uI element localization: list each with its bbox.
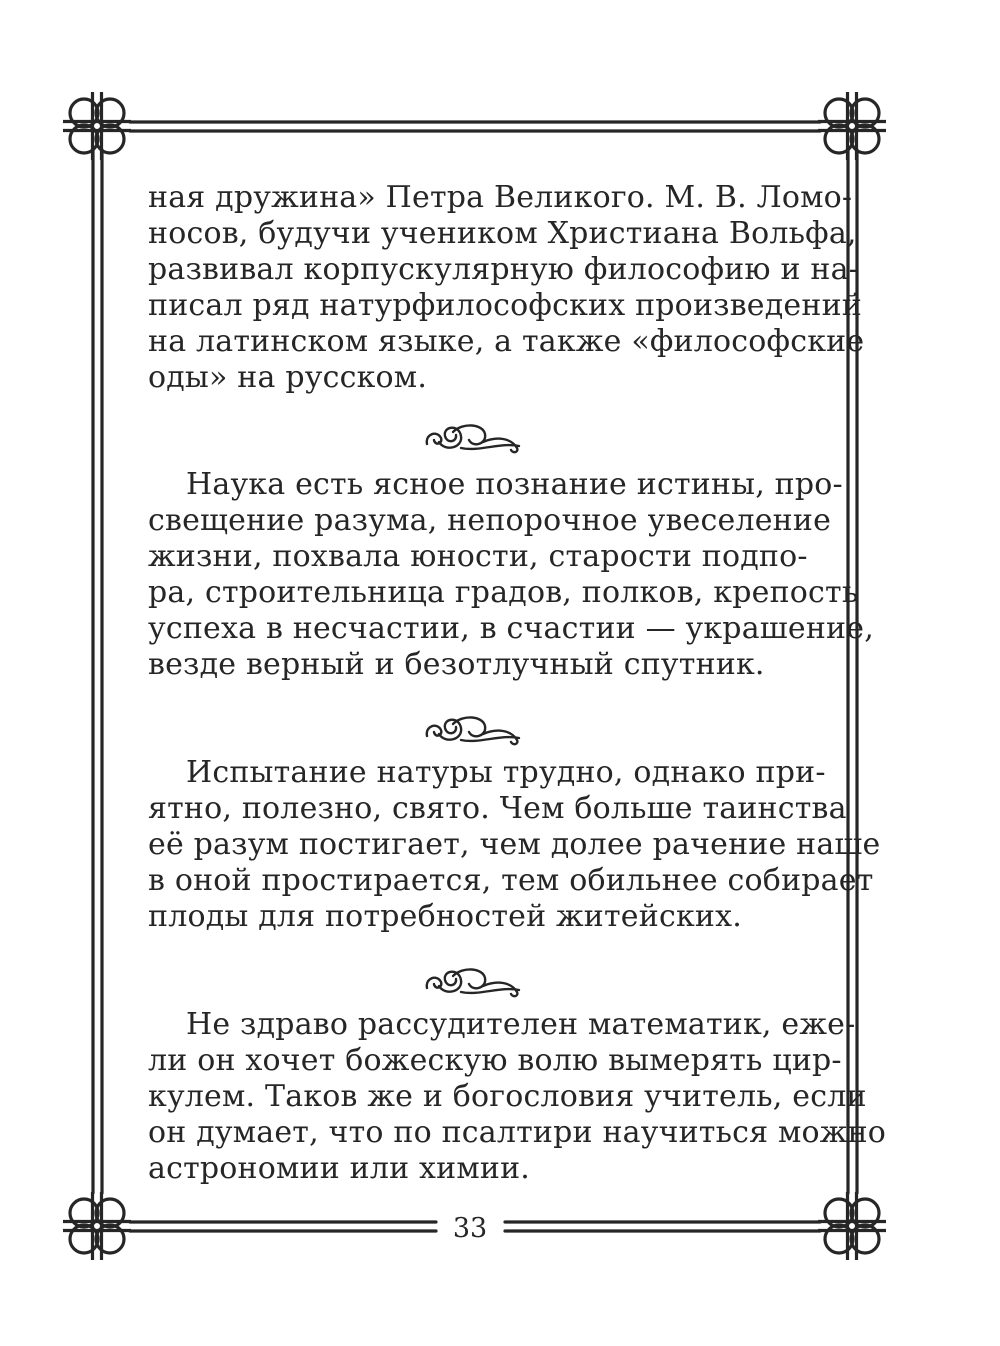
text-line: Испытание натуры трудно, однако при- bbox=[186, 755, 826, 790]
text-line: развивал корпускулярную философию и на- bbox=[148, 252, 859, 287]
text-line: ная дружина» Петра Великого. М. В. Ломо- bbox=[148, 180, 853, 215]
text-line: ятно, полезно, свято. Чем больше таинства bbox=[148, 791, 847, 826]
text-line: её разум постигает, чем долее рачение наше bbox=[148, 827, 881, 862]
text-line: свещение разума, непорочное увеселение bbox=[148, 503, 832, 538]
page-number: 33 bbox=[452, 1213, 488, 1244]
text-line: Не здраво рассудителен математик, еже- bbox=[186, 1007, 856, 1042]
corner-ornament-top-right bbox=[818, 92, 886, 160]
flourish-ornament bbox=[423, 710, 523, 750]
flourish-ornament bbox=[423, 418, 523, 458]
text-line: ли он хочет божескую волю вымерять цир- bbox=[148, 1043, 842, 1078]
text-line: успеха в несчастии, в счастии — украшение, bbox=[148, 611, 874, 646]
text-line: плоды для потребностей житейских. bbox=[148, 899, 742, 934]
text-line: Наука есть ясное познание истины, про- bbox=[186, 467, 843, 502]
text-line: оды» на русском. bbox=[148, 360, 428, 395]
text-line: на латинском языке, а также «философские bbox=[148, 324, 865, 359]
corner-ornament-bottom-left bbox=[63, 1192, 131, 1260]
text-line: в оной простирается, тем обильнее собирает bbox=[148, 863, 874, 898]
corner-ornament-bottom-right bbox=[818, 1192, 886, 1260]
corner-ornament-top-left bbox=[63, 92, 131, 160]
flourish-ornament bbox=[423, 962, 523, 1002]
text-line: везде верный и безотлучный спутник. bbox=[148, 647, 765, 682]
text-line: кулем. Таков же и богословия учитель, если bbox=[148, 1079, 867, 1114]
text-line: писал ряд натурфилософских произведений bbox=[148, 288, 862, 323]
text-line: ра, строительница градов, полков, крепость bbox=[148, 575, 859, 610]
text-line: астрономии или химии. bbox=[148, 1151, 531, 1186]
text-line: носов, будучи учеником Христиана Вольфа, bbox=[148, 216, 857, 251]
text-line: жизни, похвала юности, старости подпо- bbox=[148, 539, 808, 574]
text-line: он думает, что по псалтири научиться можно bbox=[148, 1115, 887, 1150]
